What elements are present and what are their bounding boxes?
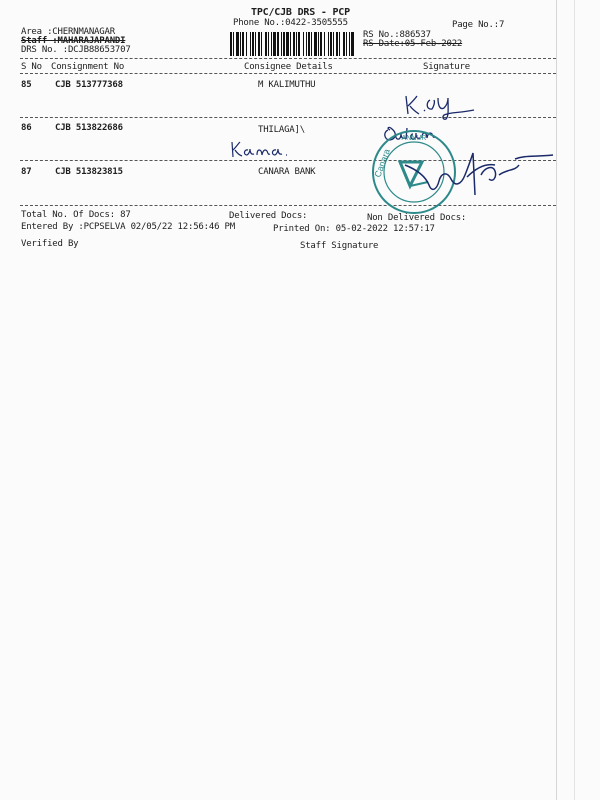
entered-by: Entered By :PCPSELVA 02/05/22 12:56:46 PM xyxy=(21,222,235,232)
document-title: TPC/CJB DRS - PCP xyxy=(251,7,350,18)
svg-text:Canara: Canara xyxy=(372,147,392,179)
row-consignee: M KALIMUTHU xyxy=(258,80,316,90)
rs-date: RS Date:05-Feb-2022 xyxy=(363,39,463,49)
row-sno: 87 xyxy=(21,167,32,177)
barcode xyxy=(230,32,354,56)
divider xyxy=(20,58,556,59)
svg-text:ANNUR: ANNUR xyxy=(401,135,427,142)
column-header-sno: S No xyxy=(21,62,42,72)
staff-label: Staff :MAHARAJAPANDI xyxy=(21,36,126,46)
row-sno: 85 xyxy=(21,80,32,90)
page-edge-line xyxy=(556,0,557,800)
row-consignment: CJB 513823815 xyxy=(55,167,123,177)
total-docs: Total No. Of Docs: 87 xyxy=(21,210,131,220)
drs-number: DRS No. :DCJB88653707 xyxy=(21,45,131,55)
column-header-consignment: Consignment No xyxy=(51,62,125,72)
area-label: Area :CHERNMANAGAR xyxy=(21,27,115,37)
staff-signature-label: Staff Signature xyxy=(300,241,379,251)
page-number: Page No.:7 xyxy=(452,20,505,30)
divider xyxy=(20,205,556,206)
verified-by-label: Verified By xyxy=(21,239,79,249)
handwritten-signature xyxy=(228,139,290,161)
column-header-signature: Signature xyxy=(423,62,470,72)
delivered-docs: Delivered Docs: xyxy=(229,211,308,221)
column-header-consignee: Consignee Details xyxy=(244,62,333,72)
page-edge-line xyxy=(574,0,575,800)
handwritten-signature xyxy=(395,135,560,205)
divider xyxy=(20,73,556,74)
row-consignment: CJB 513777368 xyxy=(55,80,123,90)
row-consignee: CANARA BANK xyxy=(258,167,316,177)
row-consignment: CJB 513822686 xyxy=(55,123,123,133)
phone-number: Phone No.:0422-3505555 xyxy=(233,18,348,28)
rs-number: RS No.:886537 xyxy=(363,30,431,40)
non-delivered-docs: Non Delivered Docs: xyxy=(367,213,467,223)
row-consignee: THILAGA]\ xyxy=(258,125,305,135)
printed-on: Printed On: 05-02-2022 12:57:17 xyxy=(273,224,435,234)
handwritten-signature xyxy=(400,92,480,122)
row-sno: 86 xyxy=(21,123,32,133)
